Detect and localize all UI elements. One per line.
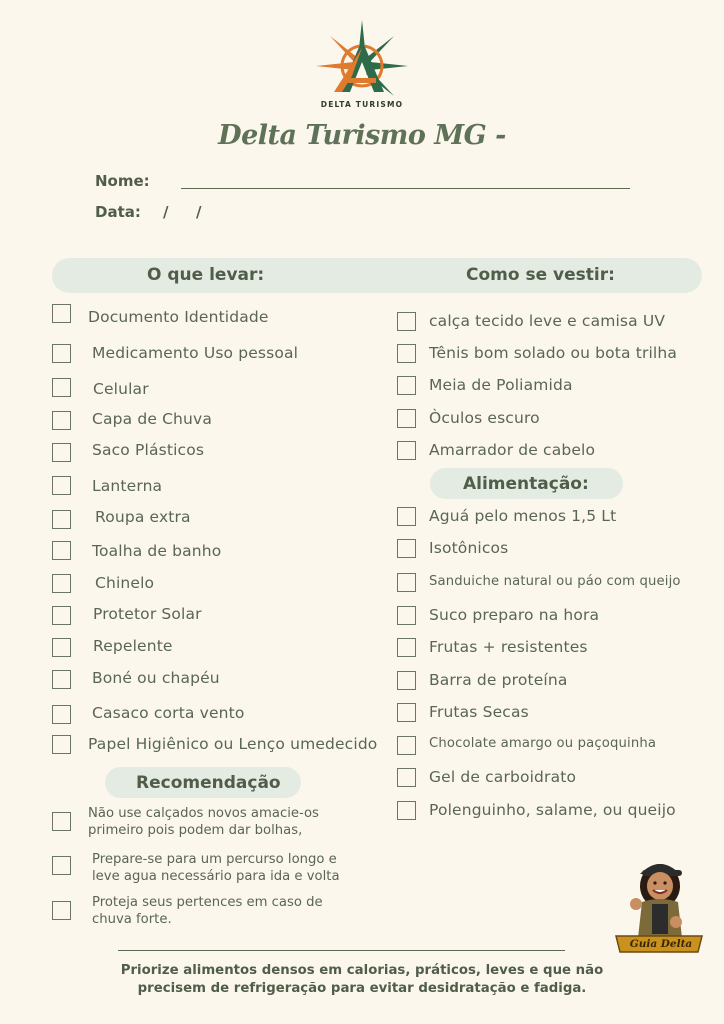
checkbox[interactable] (52, 344, 71, 363)
checkbox[interactable] (52, 476, 71, 495)
footer-line: precisem de refrigeração para evitar desidratação e fadiga. (137, 981, 587, 996)
logo-text: DELTA TURISMO (320, 100, 404, 109)
alimentacao-header: Alimentação: (463, 474, 589, 494)
list-item: Boné ou chapéu (92, 669, 220, 687)
checkbox[interactable] (52, 411, 71, 430)
checkbox[interactable] (52, 638, 71, 657)
list-item: Protetor Solar (93, 605, 202, 623)
recommendation-line: Prepare-se para um percurso longo e (92, 852, 337, 867)
recommendation-item (92, 851, 340, 885)
list-item: Papel Higiênico ou Lenço umedecido (88, 735, 378, 753)
list-item: Amarrador de cabelo (429, 441, 596, 459)
list-item: Tênis bom solado ou bota trilha (429, 344, 678, 362)
page-title: Delta Turismo MG - (218, 120, 506, 151)
checkbox[interactable] (52, 541, 71, 560)
checkbox[interactable] (52, 735, 71, 754)
checkbox[interactable] (397, 376, 416, 395)
checkbox[interactable] (397, 736, 416, 755)
recommendation-line: leve agua necessário para ida e volta (92, 869, 340, 884)
list-item: Repelente (93, 637, 173, 655)
recommendation-line: chuva forte. (92, 912, 172, 927)
checkbox[interactable] (397, 638, 416, 657)
checkbox[interactable] (52, 304, 71, 323)
list-item: Meia de Poliamida (429, 376, 573, 394)
checkbox[interactable] (52, 510, 71, 529)
list-item: calça tecido leve e camisa UV (429, 312, 666, 330)
checkbox[interactable] (397, 671, 416, 690)
list-item: Barra de proteína (429, 671, 568, 689)
checkbox[interactable] (397, 539, 416, 558)
como-se-vestir-header: Como se vestir: (466, 265, 615, 285)
checkbox[interactable] (397, 312, 416, 331)
list-item: Chocolate amargo ou paçoquinha (429, 736, 657, 751)
o-que-levar-header: O que levar: (147, 265, 265, 285)
checkbox[interactable] (397, 606, 416, 625)
checkbox[interactable] (397, 409, 416, 428)
list-item: Polenguinho, salame, ou queijo (429, 801, 676, 819)
checkbox[interactable] (52, 901, 71, 920)
checkbox[interactable] (52, 378, 71, 397)
checkbox[interactable] (52, 705, 71, 724)
footer-note (60, 962, 664, 998)
list-item: Sanduiche natural ou páo com queijo (429, 574, 681, 589)
footer-divider (118, 950, 565, 951)
checkbox[interactable] (52, 443, 71, 462)
recommendation-line: Proteja seus pertences em caso de (92, 895, 323, 910)
date-label: Data: (95, 203, 141, 221)
checkbox[interactable] (52, 574, 71, 593)
checkbox[interactable] (397, 441, 416, 460)
checkbox[interactable] (397, 573, 416, 592)
list-item: Roupa extra (95, 508, 191, 526)
checkbox[interactable] (397, 507, 416, 526)
name-label: Nome: (95, 172, 150, 190)
list-item: Lanterna (92, 477, 163, 495)
list-item: Frutas Secas (429, 703, 529, 721)
list-item: Capa de Chuva (92, 410, 212, 428)
checkbox[interactable] (397, 801, 416, 820)
footer-line: Priorize alimentos densos em calorias, práticos, leves e que não (120, 963, 604, 978)
list-item: Casaco corta vento (92, 704, 245, 722)
recomendacao-header: Recomendação (136, 773, 281, 793)
checkbox[interactable] (52, 812, 71, 831)
list-item: Isotônicos (429, 539, 509, 557)
guia-delta-badge: Guia Delta (629, 938, 693, 950)
list-item: Òculos escuro (429, 409, 540, 427)
checkbox[interactable] (397, 344, 416, 363)
list-item: Toalha de banho (92, 542, 222, 560)
list-item: Aguá pelo menos 1,5 Lt (429, 507, 617, 525)
checkbox[interactable] (52, 856, 71, 875)
list-item: Documento Identidade (88, 308, 269, 326)
date-separator: / (196, 203, 202, 221)
name-field-line[interactable] (181, 188, 630, 189)
list-item: Saco Plásticos (92, 441, 205, 459)
recommendation-item (92, 894, 323, 928)
list-item: Medicamento Uso pessoal (92, 344, 299, 362)
list-item: Gel de carboidrato (429, 768, 577, 786)
recommendation-item (88, 805, 319, 839)
checkbox[interactable] (397, 703, 416, 722)
recommendation-line: primeiro pois podem dar bolhas, (88, 823, 303, 838)
checkbox[interactable] (52, 606, 71, 625)
list-item: Suco preparo na hora (429, 606, 600, 624)
list-item: Chinelo (95, 574, 155, 592)
list-item: Celular (93, 380, 149, 398)
checkbox[interactable] (52, 670, 71, 689)
checkbox[interactable] (397, 768, 416, 787)
recommendation-line: Não use calçados novos amacie-os (88, 806, 319, 821)
list-item: Frutas + resistentes (429, 638, 588, 656)
date-separator: / (163, 203, 169, 221)
